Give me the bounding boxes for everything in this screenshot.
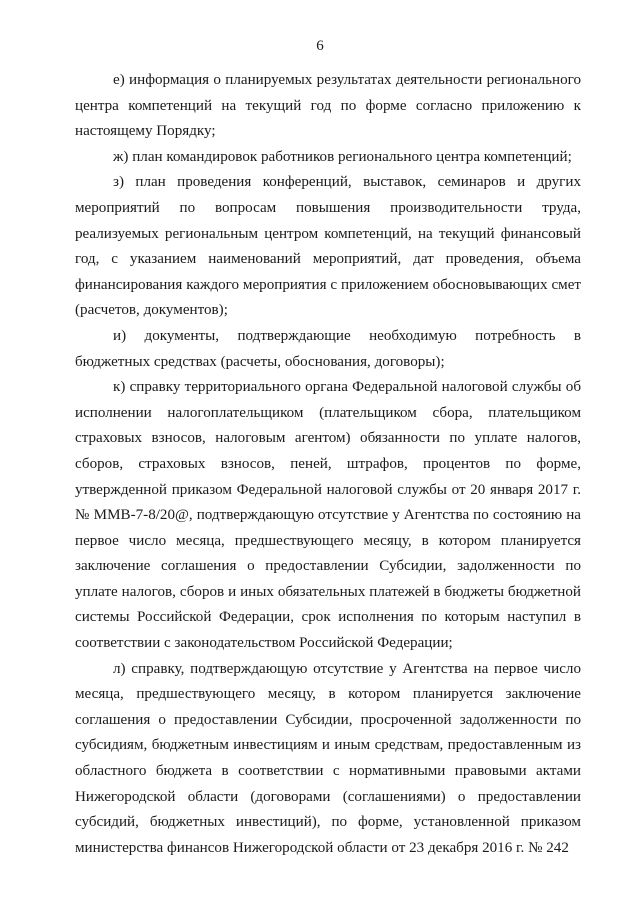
paragraph-l: л) справку, подтверждающую отсутствие у Агентства на первое число месяца, предшествующего месяцу, в котором планируется заключение соглашения о предоставлении Субсидии, просроченной задолженности по субсидиям, бюджетным инвестициям и иным средствам, предоставленным из областного бюджета в соответствии с нормативными правовыми актами Нижегородской области (договорами (соглашениями) о предоставлении субсидий, бюджетных инвестиций), по форме, установленной приказом министерства финансов Нижегородской области от 23 декабря 2016 г. № 242	[75, 660, 581, 856]
paragraph-z: з) план проведения конференций, выставок, семинаров и других мероприятий по вопросам повышения производительности труда, реализуемых региональным центром компетенций, на текущий финансовый год, с указанием наименований мероприятий, дат проведения, объема финансирования каждого мероприятия с приложением обосновывающих смет (расчетов, документов);	[75, 174, 581, 319]
paragraph-zh: ж) план командировок работников регионального центра компетенций;	[113, 148, 572, 165]
page-number: 6	[316, 38, 324, 54]
document-body	[75, 68, 581, 861]
paragraph-k: к) справку территориального органа Федеральной налоговой службы об исполнении налогоплательщиком (плательщиком сбора, плательщиком страховых взносов, налоговым агентом) обязанности по уплате налогов, сборов, страховых взносов, пеней, штрафов, процентов по форме, утвержденной приказом Федеральной налоговой службы от 20 января 2017 г. № ММВ-7-8/20@, подтверждающую отсутствие у Агентства по состоянию на первое число месяца, предшествующего месяцу, в котором планируется заключение соглашения о предоставлении Субсидии, задолженности по уплате налогов, сборов и иных обязательных платежей в бюджеты бюджетной системы Российской Федерации, срок исполнения по которым наступил в соответствии с законодательством Российской Федерации;	[75, 379, 581, 652]
paragraph-i: и) документы, подтверждающие необходимую потребность в бюджетных средствах (расчеты, обоснования, договоры);	[75, 327, 581, 370]
paragraph-e: е) информация о планируемых результатах деятельности регионального центра компетенций на текущий год по форме согласно приложению к настоящему Порядку;	[75, 72, 581, 140]
